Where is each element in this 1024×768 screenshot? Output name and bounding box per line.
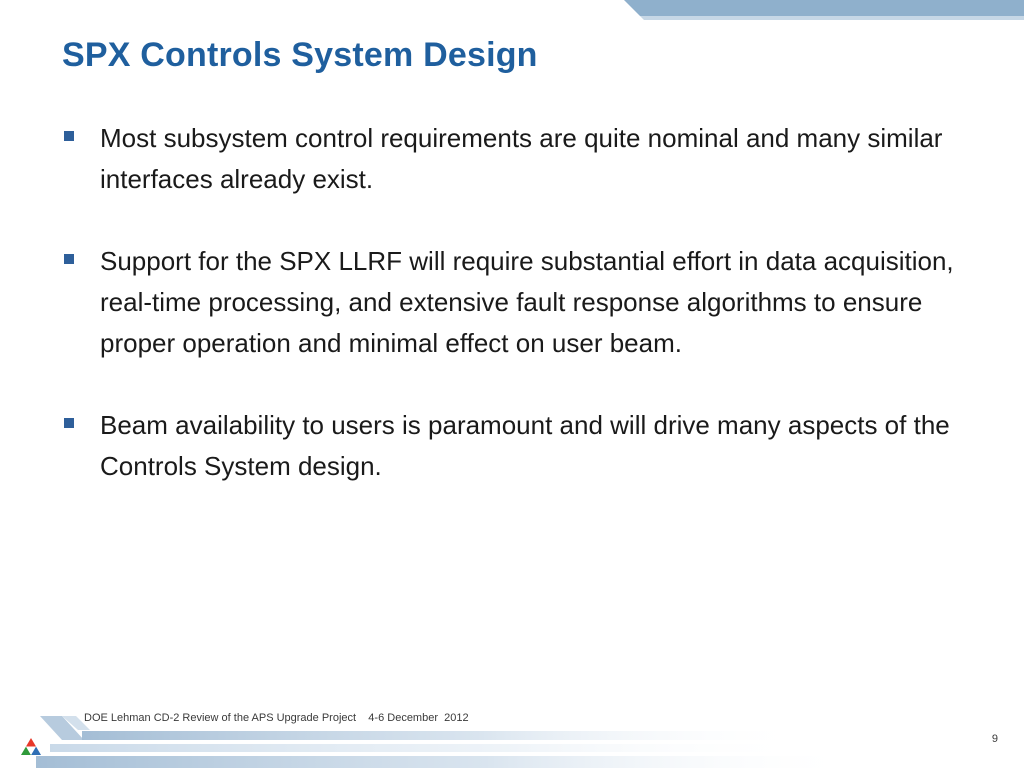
square-bullet-icon xyxy=(64,131,74,141)
footer-decorative-band xyxy=(0,700,1024,768)
footer-text: DOE Lehman CD-2 Review of the APS Upgrade Project 4-6 December 2012 xyxy=(84,712,469,724)
square-bullet-icon xyxy=(64,254,74,264)
bullet-text: Most subsystem control requirements are quite nominal and many similar interfaces already exist. xyxy=(100,123,943,194)
bullet-item xyxy=(62,405,982,487)
square-bullet-icon xyxy=(64,418,74,428)
top-decorative-band xyxy=(0,0,1024,20)
bullet-item xyxy=(62,241,982,364)
bullet-text: Support for the SPX LLRF will require substantial effort in data acquisition, real-time processing, and extensive fault response algorithms to ensure proper operation and minimal effect on user beam. xyxy=(100,246,954,358)
argonne-triangle-logo-icon xyxy=(20,737,42,757)
bullet-list xyxy=(62,118,982,528)
slide-title: SPX Controls System Design xyxy=(62,36,538,74)
bullet-item xyxy=(62,118,982,200)
page-number: 9 xyxy=(991,733,998,745)
bullet-text: Beam availability to users is paramount and will drive many aspects of the Controls System design. xyxy=(100,410,950,481)
